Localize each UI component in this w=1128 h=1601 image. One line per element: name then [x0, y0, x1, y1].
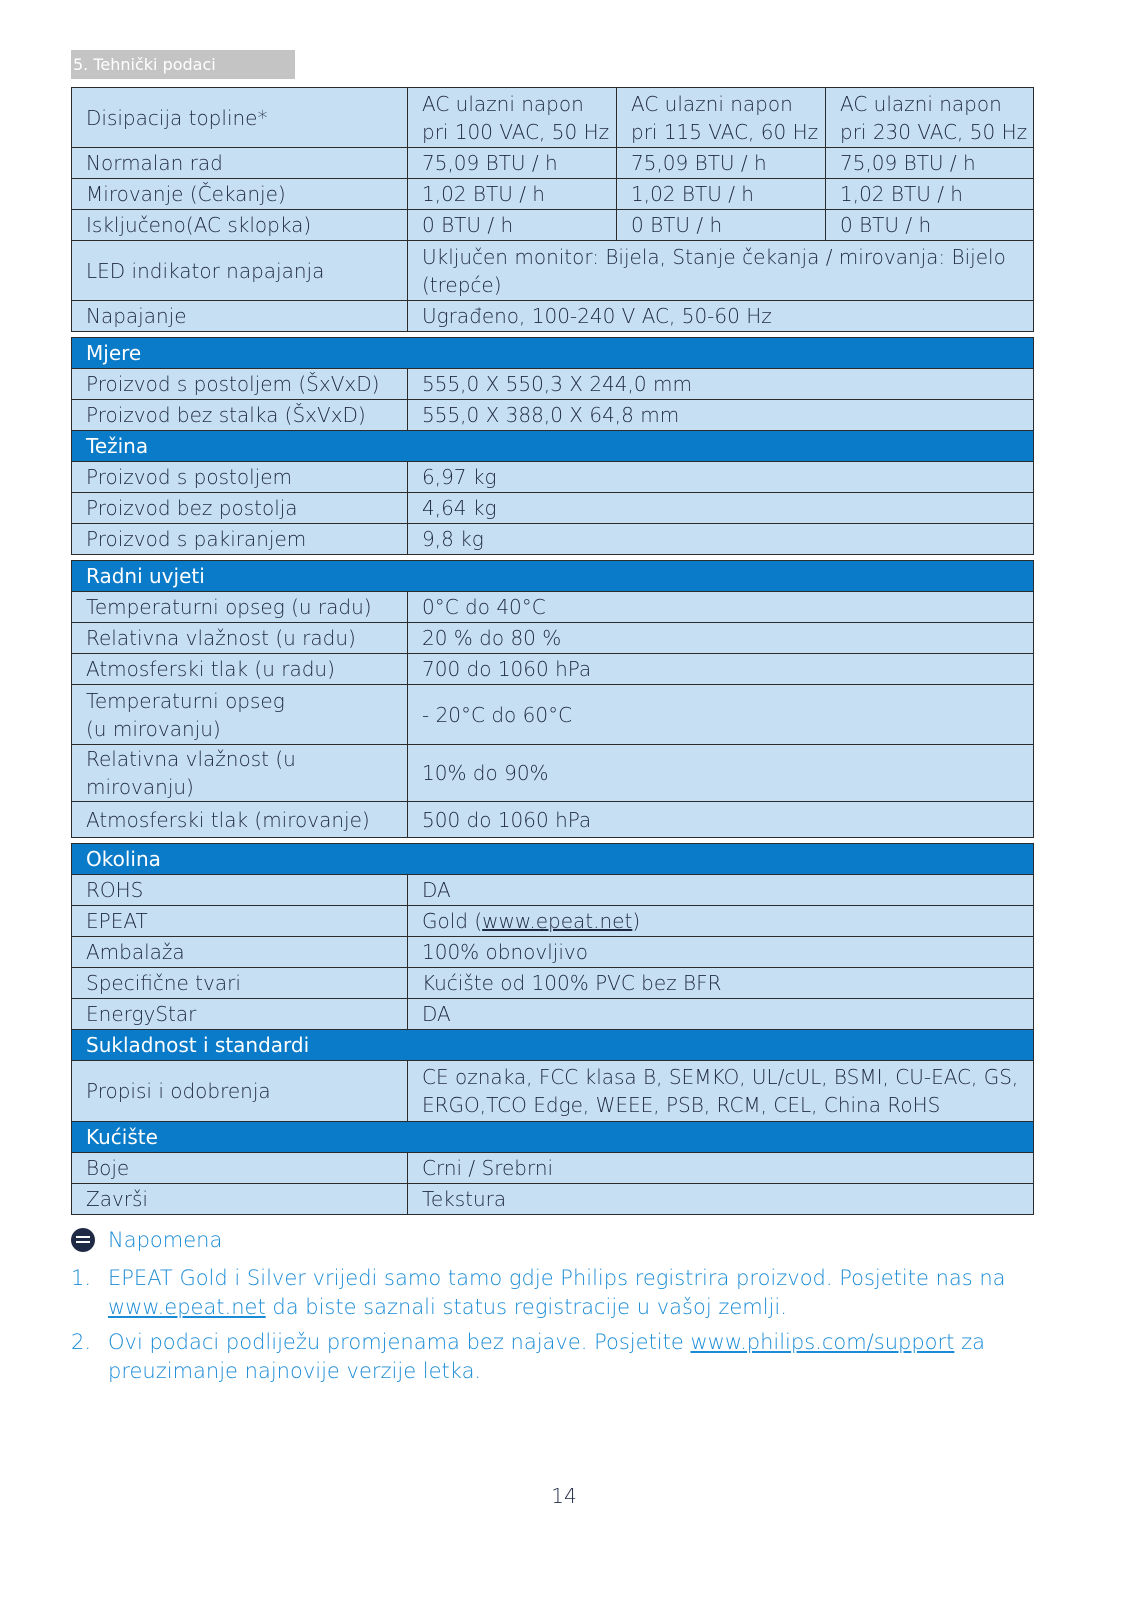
table-row [72, 592, 1034, 623]
row-label: Proizvod s postoljem (ŠxVxD) [72, 369, 408, 400]
table-row [72, 400, 1034, 431]
row-label: Napajanje [72, 301, 408, 332]
list-number: 2. [71, 1330, 92, 1354]
row-label: Specifične tvari [72, 968, 408, 999]
row-label: LED indikator napajanja [72, 241, 408, 301]
voltage-100-header: AC ulazni napon pri 100 VAC, 50 Hz [408, 88, 617, 148]
table-row [72, 462, 1034, 493]
epeat-link[interactable]: www.epeat.net [108, 1295, 266, 1319]
table-row [72, 875, 1034, 906]
heat-dissipation-label: Disipacija topline* [72, 88, 408, 148]
table-row [72, 241, 1034, 301]
row-value [408, 906, 1034, 937]
row-value: 1,02 BTU / h [408, 179, 617, 210]
note-list [71, 1264, 1033, 1386]
row-label: Proizvod bez postolja [72, 493, 408, 524]
section-tag: 5. Tehnički podaci [71, 50, 295, 79]
row-value: 10% do 90% [408, 745, 1034, 802]
row-value: 555,0 X 388,0 X 64,8 mm [408, 400, 1034, 431]
row-label: Boje [72, 1153, 408, 1184]
section-title: Kućište [72, 1122, 1034, 1153]
epeat-suffix: ) [632, 909, 641, 933]
section-title: Radni uvjeti [72, 561, 1034, 592]
row-value: - 20°C do 60°C [408, 685, 1034, 745]
row-label: Proizvod s postoljem [72, 462, 408, 493]
row-value: DA [408, 875, 1034, 906]
list-item [71, 1264, 1033, 1322]
note-text-part: za preuzimanje najnovije verzije letka. [108, 1330, 985, 1383]
epeat-prefix: Gold ( [422, 909, 483, 933]
row-label: EPEAT [72, 906, 408, 937]
row-value: 555,0 X 550,3 X 244,0 mm [408, 369, 1034, 400]
row-label: Isključeno(AC sklopka) [72, 210, 408, 241]
row-label: Temperaturni opseg (u radu) [72, 592, 408, 623]
table-row [72, 654, 1034, 685]
row-value: 0 BTU / h [617, 210, 826, 241]
table-row [72, 937, 1034, 968]
row-value: CE oznaka, FCC klasa B, SEMKO, UL/cUL, BSMI, CU-EAC, GS, ERGO,TCO Edge, WEEE, PSB, RCM, CEL, China RoHS [408, 1061, 1034, 1122]
row-label: Završi [72, 1184, 408, 1215]
row-label: Relativna vlažnost (u radu) [72, 623, 408, 654]
row-value: 1,02 BTU / h [617, 179, 826, 210]
section-header-operating-conditions [72, 561, 1034, 592]
table-row [72, 745, 1034, 802]
row-value: DA [408, 999, 1034, 1030]
row-value: 75,09 BTU / h [826, 148, 1034, 179]
row-value: Kućište od 100% PVC bez BFR [408, 968, 1034, 999]
note-text-part: EPEAT Gold i Silver vrijedi samo tamo gdje Philips registrira proizvod. Posjetite nas na [108, 1266, 1006, 1290]
row-label: ROHS [72, 875, 408, 906]
row-value: 0 BTU / h [408, 210, 617, 241]
row-value: 500 do 1060 hPa [408, 802, 1034, 838]
note-text-part: Ovi podaci podliježu promjenama bez najave. Posjetite [108, 1330, 691, 1354]
table-row [72, 1061, 1034, 1122]
section-title: Okolina [72, 844, 1034, 875]
voltage-230-header: AC ulazni napon pri 230 VAC, 50 Hz [826, 88, 1034, 148]
row-label: Temperaturni opseg (u mirovanju) [72, 685, 408, 745]
section-header-weight [72, 431, 1034, 462]
table-row [72, 968, 1034, 999]
row-value: 75,09 BTU / h [617, 148, 826, 179]
note-text [108, 1328, 1033, 1386]
table-row [72, 802, 1034, 838]
list-item [71, 1328, 1033, 1386]
row-value: 6,97 kg [408, 462, 1034, 493]
row-label: Propisi i odobrenja [72, 1061, 408, 1122]
row-value: 20 % do 80 % [408, 623, 1034, 654]
list-number: 1. [71, 1266, 92, 1290]
row-value: Crni / Srebrni [408, 1153, 1034, 1184]
table-row [72, 1184, 1034, 1215]
section-header-dimensions [72, 338, 1034, 369]
note-text-part: da biste saznali status registracije u vašoj zemlji. [265, 1295, 787, 1319]
table-row [72, 148, 1034, 179]
row-value: 4,64 kg [408, 493, 1034, 524]
table-row [72, 179, 1034, 210]
note-text [108, 1264, 1033, 1322]
row-label: Ambalaža [72, 937, 408, 968]
table-row [72, 493, 1034, 524]
power-table [71, 87, 1034, 332]
row-value: Tekstura [408, 1184, 1034, 1215]
section-header-environment [72, 844, 1034, 875]
table-row [72, 685, 1034, 745]
table-row [72, 369, 1034, 400]
page-number: 14 [551, 1484, 577, 1508]
row-value: 75,09 BTU / h [408, 148, 617, 179]
note-block [71, 1222, 1033, 1392]
section-title: Težina [72, 431, 1034, 462]
table-row [72, 999, 1034, 1030]
row-label: Proizvod bez stalka (ŠxVxD) [72, 400, 408, 431]
heat-dissipation-header-row [72, 88, 1034, 148]
section-header-compliance [72, 1030, 1034, 1061]
note-title: Napomena [108, 1228, 223, 1252]
table-row [72, 623, 1034, 654]
row-label: Atmosferski tlak (mirovanje) [72, 802, 408, 838]
spec-table [71, 337, 1034, 1215]
row-label: Relativna vlažnost (u mirovanju) [72, 745, 408, 802]
section-header-cabinet [72, 1122, 1034, 1153]
row-value: 100% obnovljivo [408, 937, 1034, 968]
row-label: Normalan rad [72, 148, 408, 179]
section-title: Mjere [72, 338, 1034, 369]
row-value: 1,02 BTU / h [826, 179, 1034, 210]
row-value: 0 BTU / h [826, 210, 1034, 241]
row-label: Proizvod s pakiranjem [72, 524, 408, 555]
philips-support-link[interactable]: www.philips.com/support [690, 1330, 955, 1354]
table-row [72, 1153, 1034, 1184]
row-value: Ugrađeno, 100-240 V AC, 50-60 Hz [408, 301, 1034, 332]
row-value: 700 do 1060 hPa [408, 654, 1034, 685]
row-value: Uključen monitor: Bijela, Stanje čekanja / mirovanja: Bijelo (trepće) [408, 241, 1034, 301]
row-label: Atmosferski tlak (u radu) [72, 654, 408, 685]
row-label: EnergyStar [72, 999, 408, 1030]
table-row [72, 301, 1034, 332]
table-row [72, 906, 1034, 937]
note-header [71, 1222, 1033, 1258]
table-row [72, 210, 1034, 241]
section-title: Sukladnost i standardi [72, 1030, 1034, 1061]
note-icon [71, 1228, 95, 1252]
voltage-115-header: AC ulazni napon pri 115 VAC, 60 Hz [617, 88, 826, 148]
row-label: Mirovanje (Čekanje) [72, 179, 408, 210]
row-value: 0°C do 40°C [408, 592, 1034, 623]
table-row [72, 524, 1034, 555]
row-value: 9,8 kg [408, 524, 1034, 555]
epeat-link[interactable]: www.epeat.net [482, 909, 633, 933]
